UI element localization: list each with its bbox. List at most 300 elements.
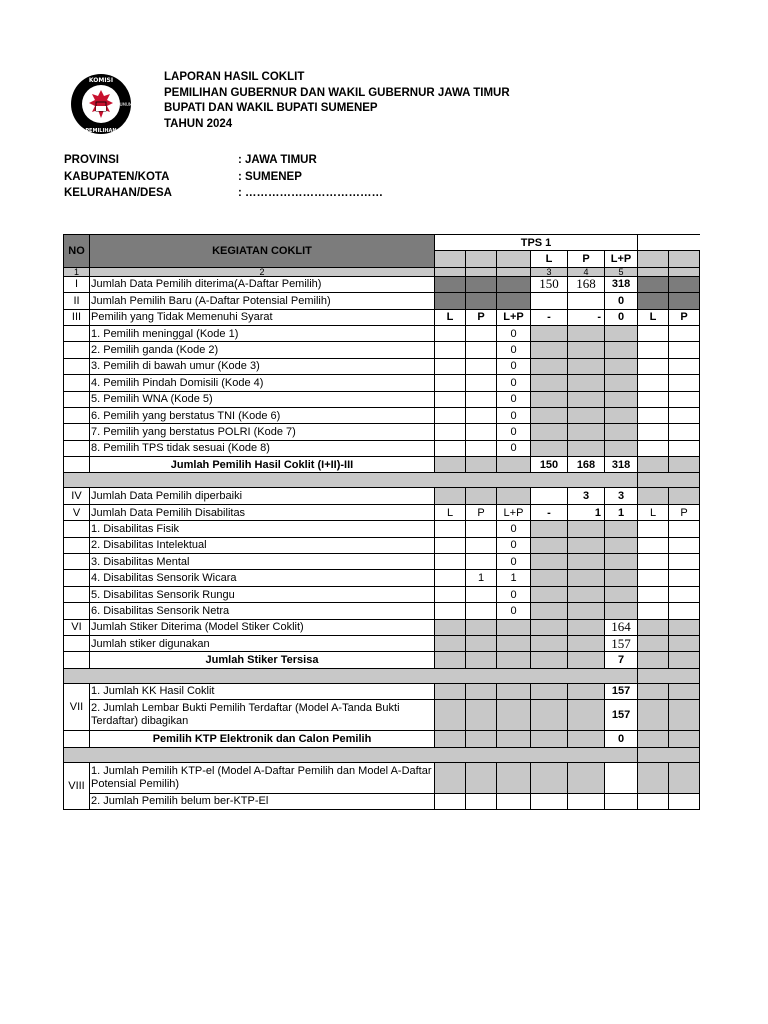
cell	[466, 683, 497, 699]
table-row	[64, 276, 700, 292]
cell	[638, 251, 669, 267]
cell	[568, 586, 605, 602]
cell	[466, 619, 497, 635]
cell	[531, 762, 568, 793]
cell	[669, 407, 700, 423]
cell	[568, 424, 605, 440]
cell	[568, 700, 605, 731]
table-row	[64, 375, 700, 391]
extra-l: L	[638, 504, 669, 520]
cell	[64, 521, 90, 537]
cell	[435, 793, 466, 809]
cell	[435, 391, 466, 407]
row-label: 2. Pemilih ganda (Kode 2)	[90, 342, 435, 358]
row-label: 2. Jumlah Pemilih belum ber-KTP-El	[90, 793, 435, 809]
cell	[497, 251, 531, 267]
cell	[568, 635, 605, 651]
value-p: 3	[568, 488, 605, 504]
cell	[605, 325, 638, 341]
row-no: IV	[64, 488, 90, 504]
table-row	[64, 325, 700, 341]
cell	[435, 537, 466, 553]
logo-bottom-text: PEMILIHAN	[85, 128, 117, 134]
cell	[531, 342, 568, 358]
cell	[638, 586, 669, 602]
cell	[435, 570, 466, 586]
cell	[435, 603, 466, 619]
value-lp: 0	[497, 325, 531, 341]
header-lp: L+P	[605, 251, 638, 267]
cell	[64, 457, 90, 473]
table-row	[64, 504, 700, 520]
value-l: -	[531, 504, 568, 520]
row-no: I	[64, 276, 90, 292]
cell	[64, 375, 90, 391]
cell	[669, 358, 700, 374]
cell	[531, 293, 568, 309]
cell	[64, 668, 638, 683]
value-p	[466, 586, 497, 602]
cell	[531, 700, 568, 731]
table-row	[64, 342, 700, 358]
cell	[605, 342, 638, 358]
sub-l: L	[435, 309, 466, 325]
cell	[669, 424, 700, 440]
cell	[466, 391, 497, 407]
cell	[638, 762, 669, 793]
cell	[64, 537, 90, 553]
row-label: 4. Pemilih Pindah Domisili (Kode 4)	[90, 375, 435, 391]
row-label: 1. Jumlah Pemilih KTP-el (Model A-Daftar Pemilih dan Model A-Daftar Potensial Pemilih)	[90, 762, 435, 793]
cell	[466, 731, 497, 747]
table-row	[64, 424, 700, 440]
cell	[435, 407, 466, 423]
cell	[64, 407, 90, 423]
value-p	[466, 554, 497, 570]
cell	[466, 424, 497, 440]
row-label: Jumlah Data Pemilih diterima(A-Daftar Pemilih)	[90, 276, 435, 292]
row-no: VI	[64, 619, 90, 635]
cell	[638, 521, 669, 537]
value-l: 150	[531, 276, 568, 292]
cell	[497, 293, 531, 309]
row-no: V	[64, 504, 90, 520]
cell	[64, 731, 90, 747]
province-value: : JAWA TIMUR	[238, 154, 317, 166]
row-label: Pemilih yang Tidak Memenuhi Syarat	[90, 309, 435, 325]
cell	[531, 570, 568, 586]
header-no: NO	[64, 235, 90, 268]
table-row	[64, 762, 700, 793]
cell	[568, 619, 605, 635]
cell	[531, 554, 568, 570]
header-empty	[638, 235, 700, 251]
cell	[638, 488, 669, 504]
cell	[531, 325, 568, 341]
table-row	[64, 570, 700, 586]
cell	[638, 570, 669, 586]
table-row	[64, 440, 700, 456]
cell	[669, 554, 700, 570]
cell	[64, 586, 90, 602]
cell	[466, 325, 497, 341]
cell	[64, 391, 90, 407]
regent-election-title: BUPATI DAN WAKIL BUPATI SUMENEP	[164, 102, 378, 114]
cell	[435, 521, 466, 537]
cell	[497, 762, 531, 793]
header-p: P	[568, 251, 605, 267]
cell	[64, 747, 638, 762]
cell	[568, 554, 605, 570]
cell	[64, 635, 90, 651]
cell	[605, 570, 638, 586]
cell	[64, 440, 90, 456]
cell	[435, 457, 466, 473]
cell	[466, 276, 497, 292]
cell	[669, 342, 700, 358]
row-no: VIII	[64, 762, 90, 809]
cell	[605, 554, 638, 570]
value-lp: 3	[605, 488, 638, 504]
table-row	[64, 293, 700, 309]
table-row	[64, 700, 700, 731]
row-label: 5. Disabilitas Sensorik Rungu	[90, 586, 435, 602]
sum-label: Jumlah Pemilih Hasil Coklit (I+II)-III	[90, 457, 435, 473]
table-row	[64, 537, 700, 553]
value-lp: 1	[497, 570, 531, 586]
value-lp: 0	[497, 342, 531, 358]
cell	[531, 440, 568, 456]
cell	[531, 375, 568, 391]
village-label: KELURAHAN/DESA	[64, 187, 172, 199]
value-lp: 0	[497, 521, 531, 537]
regency-label: KABUPATEN/KOTA	[64, 170, 170, 183]
value-lp: 0	[497, 586, 531, 602]
cell	[435, 586, 466, 602]
cell	[638, 457, 669, 473]
table-row	[64, 358, 700, 374]
value-lp: 0	[497, 537, 531, 553]
cell	[568, 440, 605, 456]
cell	[568, 342, 605, 358]
cell	[466, 635, 497, 651]
extra-p: P	[669, 504, 700, 520]
cell	[669, 325, 700, 341]
cell	[669, 570, 700, 586]
cell	[605, 603, 638, 619]
cell	[64, 554, 90, 570]
cell	[669, 603, 700, 619]
cell	[605, 358, 638, 374]
row-label: Jumlah Data Pemilih Disabilitas	[90, 504, 435, 520]
cell	[638, 424, 669, 440]
cell	[497, 276, 531, 292]
cell	[638, 635, 669, 651]
extra-l: L	[638, 309, 669, 325]
cell	[638, 325, 669, 341]
cell	[531, 391, 568, 407]
row-label: 6. Pemilih yang berstatus TNI (Kode 6)	[90, 407, 435, 423]
cell	[568, 325, 605, 341]
cell	[531, 619, 568, 635]
cell	[466, 762, 497, 793]
tms-items	[64, 325, 700, 456]
cell	[64, 570, 90, 586]
cell	[64, 325, 90, 341]
cell	[531, 683, 568, 699]
cell	[669, 488, 700, 504]
value-p: 1	[466, 570, 497, 586]
cell	[435, 488, 466, 504]
cell	[638, 440, 669, 456]
spacer-row	[64, 747, 700, 762]
cell	[64, 358, 90, 374]
value-lp: 157	[605, 635, 638, 651]
cell	[497, 457, 531, 473]
kpu-logo	[70, 72, 132, 136]
value-lp: 0	[497, 407, 531, 423]
regency-value: : SUMENEP	[238, 170, 302, 183]
row-no: VII	[64, 683, 90, 730]
row-label: 1. Pemilih meninggal (Kode 1)	[90, 325, 435, 341]
cell	[669, 586, 700, 602]
cell	[605, 375, 638, 391]
cell	[435, 325, 466, 341]
table-row	[64, 619, 700, 635]
cell	[669, 293, 700, 309]
cell	[669, 635, 700, 651]
spacer-row	[64, 668, 700, 683]
cell	[531, 424, 568, 440]
cell	[638, 407, 669, 423]
cell	[531, 358, 568, 374]
cell	[435, 700, 466, 731]
coklit-table	[63, 234, 700, 810]
cell	[466, 793, 497, 809]
table-row	[64, 521, 700, 537]
cell	[638, 747, 700, 762]
cell	[64, 342, 90, 358]
value-lp: 0	[497, 391, 531, 407]
cell	[605, 537, 638, 553]
cell	[435, 375, 466, 391]
sum-row	[64, 457, 700, 473]
cell	[638, 700, 669, 731]
cell	[466, 375, 497, 391]
value-lp: 157	[605, 683, 638, 699]
cell	[568, 731, 605, 747]
cell	[435, 342, 466, 358]
cell	[638, 293, 669, 309]
cell	[638, 267, 669, 276]
report-year: TAHUN 2024	[164, 117, 233, 130]
cell	[568, 762, 605, 793]
sum-label: Jumlah Stiker Tersisa	[90, 652, 435, 668]
cell	[568, 358, 605, 374]
table-row	[64, 309, 700, 325]
value-lp: 0	[605, 731, 638, 747]
extra-p: P	[669, 309, 700, 325]
cell	[497, 619, 531, 635]
cell	[669, 375, 700, 391]
cell	[531, 488, 568, 504]
cell	[531, 407, 568, 423]
row-label: 1. Disabilitas Fisik	[90, 521, 435, 537]
table-row	[64, 603, 700, 619]
cell	[435, 652, 466, 668]
row-label: Jumlah Stiker Diterima (Model Stiker Coklit)	[90, 619, 435, 635]
value-p: 168	[568, 457, 605, 473]
cell	[669, 731, 700, 747]
cell	[435, 251, 466, 267]
cell	[669, 521, 700, 537]
cell	[669, 619, 700, 635]
cell	[497, 652, 531, 668]
value-lp: 0	[605, 309, 638, 325]
index-row	[64, 267, 700, 276]
table-row	[64, 488, 700, 504]
cell	[466, 440, 497, 456]
cell	[605, 521, 638, 537]
row-label: 6. Disabilitas Sensorik Netra	[90, 603, 435, 619]
row-label: 4. Disabilitas Sensorik Wicara	[90, 570, 435, 586]
cell	[435, 635, 466, 651]
cell	[669, 391, 700, 407]
cell	[64, 652, 90, 668]
spacer-row	[64, 473, 700, 488]
cell	[435, 762, 466, 793]
cell	[466, 488, 497, 504]
index-4: 4	[568, 267, 605, 276]
cell	[435, 276, 466, 292]
logo-top-text: KOMISI	[88, 77, 114, 84]
value-lp: 1	[605, 504, 638, 520]
row-label: 2. Disabilitas Intelektual	[90, 537, 435, 553]
cell	[435, 424, 466, 440]
cell	[638, 473, 700, 488]
cell	[638, 537, 669, 553]
table-row	[64, 793, 700, 809]
value-lp: 164	[605, 619, 638, 635]
cell	[638, 603, 669, 619]
row-label: Jumlah Data Pemilih diperbaiki	[90, 488, 435, 504]
index-3: 3	[531, 267, 568, 276]
logo-side-text: UMUM	[119, 102, 132, 107]
cell	[605, 391, 638, 407]
row-label: 3. Pemilih di bawah umur (Kode 3)	[90, 358, 435, 374]
cell	[638, 391, 669, 407]
table-row	[64, 391, 700, 407]
table-row	[64, 683, 700, 699]
cell	[497, 267, 531, 276]
report-title: LAPORAN HASIL COKLIT	[164, 71, 305, 83]
row-label: Jumlah Pemilih Baru (A-Daftar Potensial Pemilih)	[90, 293, 435, 309]
header-l: L	[531, 251, 568, 267]
cell	[466, 342, 497, 358]
cell	[638, 793, 669, 809]
row-label: 3. Disabilitas Mental	[90, 554, 435, 570]
cell	[466, 700, 497, 731]
cell	[669, 457, 700, 473]
cell	[435, 293, 466, 309]
value-lp: 0	[605, 293, 638, 309]
value-l: -	[531, 309, 568, 325]
value-p	[466, 537, 497, 553]
cell	[605, 440, 638, 456]
cell	[638, 554, 669, 570]
cell	[638, 668, 700, 683]
value-l: 150	[531, 457, 568, 473]
sum-row	[64, 731, 700, 747]
cell	[669, 440, 700, 456]
value-lp: 318	[605, 276, 638, 292]
cell	[466, 407, 497, 423]
cell	[497, 683, 531, 699]
value-p: 168	[568, 276, 605, 292]
village-value: : ………………………………	[238, 187, 384, 199]
cell	[605, 793, 638, 809]
cell	[435, 619, 466, 635]
cell	[497, 793, 531, 809]
sub-p: P	[466, 309, 497, 325]
cell	[531, 635, 568, 651]
cell	[669, 251, 700, 267]
sum-row	[64, 652, 700, 668]
value-lp: 7	[605, 652, 638, 668]
value-lp: 0	[497, 424, 531, 440]
cell	[605, 407, 638, 423]
cell	[64, 424, 90, 440]
cell	[669, 762, 700, 793]
cell	[64, 473, 638, 488]
value-lp: 157	[605, 700, 638, 731]
cell	[568, 391, 605, 407]
cell	[669, 793, 700, 809]
cell	[466, 267, 497, 276]
cell	[638, 358, 669, 374]
value-lp: 0	[497, 375, 531, 391]
cell	[435, 731, 466, 747]
value-p	[466, 603, 497, 619]
header-row	[64, 235, 700, 251]
cell	[531, 521, 568, 537]
cell	[64, 603, 90, 619]
cell	[435, 358, 466, 374]
cell	[435, 267, 466, 276]
cell	[638, 619, 669, 635]
cell	[638, 342, 669, 358]
cell	[497, 700, 531, 731]
cell	[669, 537, 700, 553]
cell	[531, 586, 568, 602]
cell	[669, 267, 700, 276]
cell	[466, 652, 497, 668]
cell	[466, 358, 497, 374]
cell	[669, 700, 700, 731]
report-header	[164, 70, 510, 132]
value-p: -	[568, 309, 605, 325]
cell	[669, 652, 700, 668]
cell	[568, 375, 605, 391]
table-row	[64, 554, 700, 570]
value-p: 1	[568, 504, 605, 520]
disability-items	[64, 521, 700, 619]
cell	[638, 276, 669, 292]
index-5: 5	[605, 267, 638, 276]
cell	[568, 293, 605, 309]
cell	[568, 683, 605, 699]
cell	[605, 762, 638, 793]
